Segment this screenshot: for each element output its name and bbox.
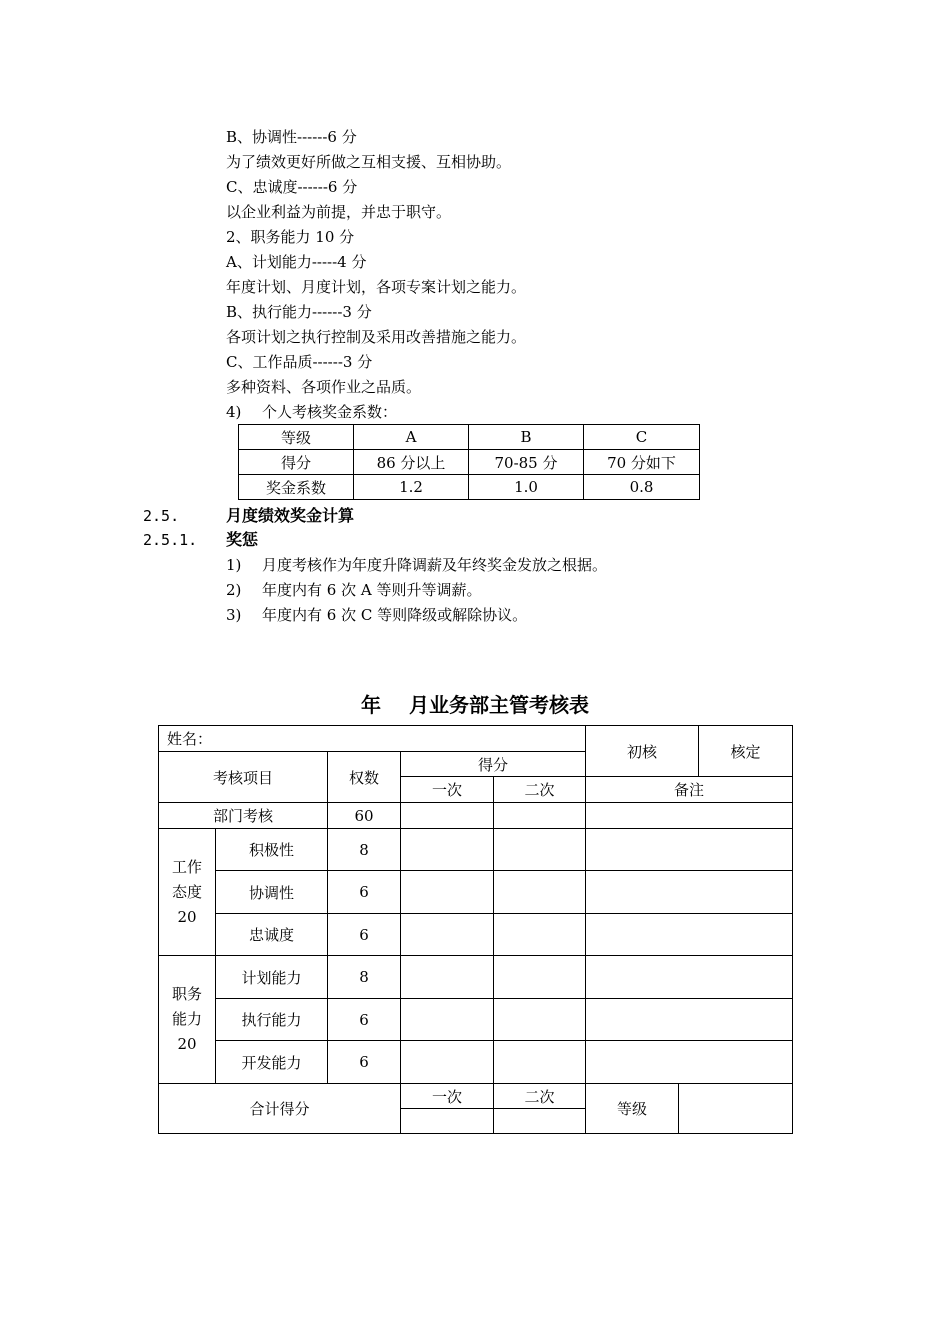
remark-input-cell[interactable]	[586, 914, 793, 956]
table-row	[159, 956, 793, 999]
group-label: 态度	[171, 882, 202, 901]
dept-eval-weight: 60	[328, 803, 401, 829]
remark-input-cell[interactable]	[586, 956, 793, 999]
table-cell: 等级	[239, 425, 354, 450]
item-name: 积极性	[216, 829, 328, 871]
line-execution-desc: 各项计划之执行控制及采用改善措施之能力。	[226, 328, 527, 346]
first-score-header: 一次	[401, 777, 494, 803]
item-name: 开发能力	[216, 1041, 328, 1084]
group-label: 20	[177, 1035, 197, 1053]
table-cell: 86 分以上	[354, 450, 469, 475]
rule-2-text: 年度内有 6 次 A 等则升等调薪。	[262, 581, 482, 599]
score-input-cell[interactable]	[401, 829, 494, 871]
item-weight: 6	[328, 1041, 401, 1084]
line-loyalty: C、忠诚度------6 分	[226, 178, 358, 196]
line-job-ability: 2、职务能力 10 分	[226, 228, 355, 246]
item-name: 计划能力	[216, 956, 328, 999]
final-review-header: 核定	[699, 726, 793, 777]
item-name: 忠诚度	[216, 914, 328, 956]
section-2-5-1-title: 奖惩	[226, 530, 259, 549]
table-row	[159, 803, 793, 829]
table-cell: 1.0	[469, 475, 584, 500]
initial-review-header: 初核	[586, 726, 699, 777]
section-2-5-number: 2.5.	[143, 507, 180, 525]
score-input-cell[interactable]	[401, 871, 494, 914]
item-weight: 6	[328, 999, 401, 1041]
table-row	[239, 425, 700, 450]
table-cell: 得分	[239, 450, 354, 475]
table-cell: 70 分如下	[584, 450, 700, 475]
table-cell: A	[354, 425, 469, 450]
line-coordination: B、协调性------6 分	[226, 128, 357, 146]
group-label: 能力	[171, 1010, 202, 1028]
score-input-cell[interactable]	[494, 829, 586, 871]
group-label: 工作	[171, 857, 202, 876]
total-first-header: 一次	[401, 1084, 494, 1109]
remarks-header: 备注	[586, 777, 793, 803]
score-input-cell[interactable]	[401, 956, 494, 999]
remark-input-cell[interactable]	[586, 871, 793, 914]
line-loyalty-desc: 以企业利益为前提，并忠于职守。	[226, 203, 452, 221]
score-input-cell[interactable]	[494, 803, 586, 829]
score-input-cell[interactable]	[494, 914, 586, 956]
line-quality: C、工作品质------3 分	[226, 353, 373, 371]
score-input-cell[interactable]	[494, 871, 586, 914]
remark-input-cell[interactable]	[586, 1041, 793, 1084]
table-row	[159, 726, 793, 752]
rule-1-number: 1)	[226, 556, 242, 574]
rule-3-text: 年度内有 6 次 C 等则降级或解除协议。	[262, 606, 528, 624]
table-row	[239, 475, 700, 500]
item-weight: 6	[328, 871, 401, 914]
total-second-header: 二次	[494, 1084, 586, 1109]
table-row	[159, 999, 793, 1041]
remark-input-cell[interactable]	[586, 999, 793, 1041]
section-2-5-title: 月度绩效奖金计算	[226, 506, 355, 525]
table-cell: 1.2	[354, 475, 469, 500]
group-label: 职务	[171, 985, 202, 1003]
coef-item-text: 个人考核奖金系数：	[262, 403, 398, 421]
rule-1-text: 月度考核作为年度升降调薪及年终奖金发放之根据。	[262, 556, 608, 574]
score-input-cell[interactable]	[494, 1041, 586, 1084]
total-second-input[interactable]	[494, 1109, 586, 1134]
bonus-coefficient-table	[238, 424, 700, 500]
item-name: 执行能力	[216, 999, 328, 1041]
line-coordination-desc: 为了绩效更好所做之互相支援、互相协助。	[226, 153, 512, 171]
score-input-cell[interactable]	[401, 914, 494, 956]
name-field-label: 姓名：	[159, 726, 586, 752]
weight-header: 权数	[328, 752, 401, 803]
item-weight: 8	[328, 829, 401, 871]
score-input-cell[interactable]	[401, 1041, 494, 1084]
form-title-year: 年	[361, 693, 381, 717]
score-input-cell[interactable]	[494, 956, 586, 999]
table-row	[159, 829, 793, 871]
total-score-label: 合计得分	[159, 1084, 401, 1134]
group-label: 20	[177, 907, 197, 926]
remark-input-cell[interactable]	[586, 803, 793, 829]
second-score-header: 二次	[494, 777, 586, 803]
table-cell: 70-85 分	[469, 450, 584, 475]
table-row	[239, 450, 700, 475]
line-quality-desc: 多种资料、各项作业之品质。	[226, 378, 422, 396]
line-planning-desc: 年度计划、月度计划，各项专案计划之能力。	[226, 278, 527, 296]
score-input-cell[interactable]	[401, 803, 494, 829]
table-cell: 奖金系数	[239, 475, 354, 500]
line-planning: A、计划能力-----4 分	[226, 253, 367, 271]
total-first-input[interactable]	[401, 1109, 494, 1134]
dept-eval-label: 部门考核	[159, 803, 328, 829]
item-name: 协调性	[216, 871, 328, 914]
grade-input-cell[interactable]	[679, 1084, 793, 1134]
table-cell: 0.8	[584, 475, 700, 500]
score-input-cell[interactable]	[401, 999, 494, 1041]
score-header: 得分	[401, 752, 586, 777]
table-row	[159, 1084, 793, 1109]
evaluation-form	[158, 725, 793, 1134]
item-weight: 6	[328, 914, 401, 956]
score-input-cell[interactable]	[494, 999, 586, 1041]
table-row	[159, 1041, 793, 1084]
work-attitude-group	[159, 829, 216, 956]
grade-label: 等级	[586, 1084, 679, 1134]
item-weight: 8	[328, 956, 401, 999]
table-row	[159, 914, 793, 956]
section-2-5-1-number: 2.5.1.	[143, 531, 198, 549]
table-cell: B	[469, 425, 584, 450]
remark-input-cell[interactable]	[586, 829, 793, 871]
form-title-rest: 月业务部主管考核表	[409, 693, 589, 717]
rule-3-number: 3)	[226, 606, 242, 624]
item-header: 考核项目	[159, 752, 328, 803]
table-cell: C	[584, 425, 700, 450]
form-title	[0, 689, 950, 718]
coef-item-number: 4)	[226, 403, 242, 421]
job-ability-group	[159, 956, 216, 1084]
table-row	[159, 871, 793, 914]
rule-2-number: 2)	[226, 581, 242, 599]
line-execution: B、执行能力------3 分	[226, 303, 372, 321]
